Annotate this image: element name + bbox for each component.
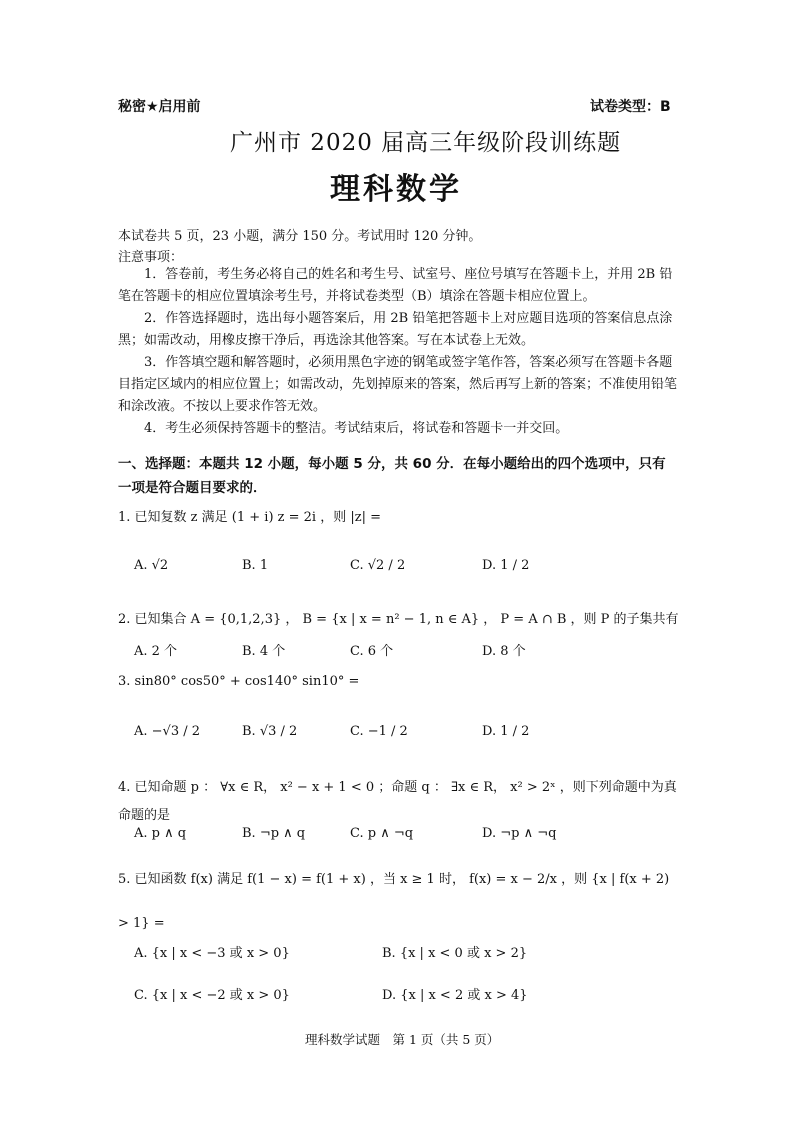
q4-option-d: D. ¬p ∧ ¬q bbox=[482, 826, 557, 841]
q1-option-a: A. √2 bbox=[134, 558, 169, 573]
q4-option-a: A. p ∧ q bbox=[134, 826, 187, 841]
q3-option-a: A. −√3 / 2 bbox=[134, 724, 201, 739]
q3-option-c: C. −1 / 2 bbox=[350, 724, 408, 739]
exam-subtitle: 广州市 2020 届高三年级阶段训练题 bbox=[230, 130, 622, 156]
q5-option-c: C. {x | x < −2 或 x > 0} bbox=[134, 988, 290, 1003]
exam-title: 理科数学 bbox=[330, 172, 462, 207]
notice-item-2: 2．作答选择题时，选出每小题答案后，用 2B 铅笔把答题卡上对应题目选项的答案信息点涂黑；如需改动，用橡皮擦干净后，再选涂其他答案。写在本试卷上无效。 bbox=[118, 311, 673, 348]
q1-option-c: C. √2 / 2 bbox=[350, 558, 406, 573]
q1-option-b: B. 1 bbox=[242, 558, 269, 573]
q1-option-d: D. 1 / 2 bbox=[482, 558, 530, 573]
q2-option-d: D. 8 个 bbox=[482, 644, 526, 659]
q5-option-a: A. {x | x < −3 或 x > 0} bbox=[134, 946, 290, 961]
question-1-stem: 1. 已知复数 z 满足 (1 + i) z = 2i ，则 |z| = bbox=[118, 510, 381, 525]
section-heading: 一、选择题：本题共 12 小题，每小题 5 分，共 60 分．在每小题给出的四个选项中，只有一项是符合题目要求的． bbox=[118, 456, 666, 496]
notice-label: 注意事项： bbox=[118, 250, 184, 265]
question-4-stem: 4. 已知命题 p ： ∀x ∈ R， x² − x + 1 < 0 ；命题 q ： ∃x ∈ R， x² > 2ˣ ，则下列命题中为真命题的是 bbox=[118, 780, 677, 823]
q5-option-d: D. {x | x < 2 或 x > 4} bbox=[382, 988, 528, 1003]
question-2-stem: 2. 已知集合 A = {0,1,2,3} ， B = {x | x = n² − 1, n ∈ A} ， P = A ∩ B ，则 P 的子集共有 bbox=[118, 612, 679, 627]
notice-item-4: 4．考生必须保持答题卡的整洁。考试结束后，将试卷和答题卡一并交回。 bbox=[144, 421, 569, 436]
notice-item-3: 3．作答填空题和解答题时，必须用黑色字迹的钢笔或签字笔作答，答案必须写在答题卡各题目指定区域内的相应位置上；如需改动，先划掉原来的答案，然后再写上新的答案；不准使用铅笔和涂改液。不按以上要求作答无效。 bbox=[118, 355, 678, 414]
q3-option-d: D. 1 / 2 bbox=[482, 724, 530, 739]
paper-type: 试卷类型：B bbox=[590, 99, 671, 115]
q2-option-c: C. 6 个 bbox=[350, 644, 394, 659]
q5-option-b: B. {x | x < 0 或 x > 2} bbox=[382, 946, 528, 961]
notice-item-1: 1．答卷前，考生务必将自己的姓名和考生号、试室号、座位号填写在答题卡上，并用 2B 铅笔在答题卡的相应位置填涂考生号，并将试卷类型（B）填涂在答题卡相应位置上。 bbox=[118, 267, 673, 304]
question-3-stem: 3. sin80° cos50° + cos140° sin10° = bbox=[118, 674, 360, 689]
q2-option-a: A. 2 个 bbox=[134, 644, 178, 659]
q4-option-b: B. ¬p ∧ q bbox=[242, 826, 306, 841]
intro-line: 本试卷共 5 页，23 小题，满分 150 分。考试用时 120 分钟。 bbox=[118, 229, 482, 244]
q4-option-c: C. p ∧ ¬q bbox=[350, 826, 414, 841]
secret-label: 秘密★启用前 bbox=[118, 99, 201, 115]
q3-option-b: B. √3 / 2 bbox=[242, 724, 298, 739]
q2-option-b: B. 4 个 bbox=[242, 644, 286, 659]
question-5-stem: 5. 已知函数 f(x) 满足 f(1 − x) = f(1 + x) ，当 x ≥ 1 时， f(x) = x − 2/x ，则 {x | f(x + 2) > 1} = bbox=[118, 872, 670, 931]
page-footer: 理科数学试题 第 1 页（共 5 页） bbox=[305, 1032, 500, 1047]
